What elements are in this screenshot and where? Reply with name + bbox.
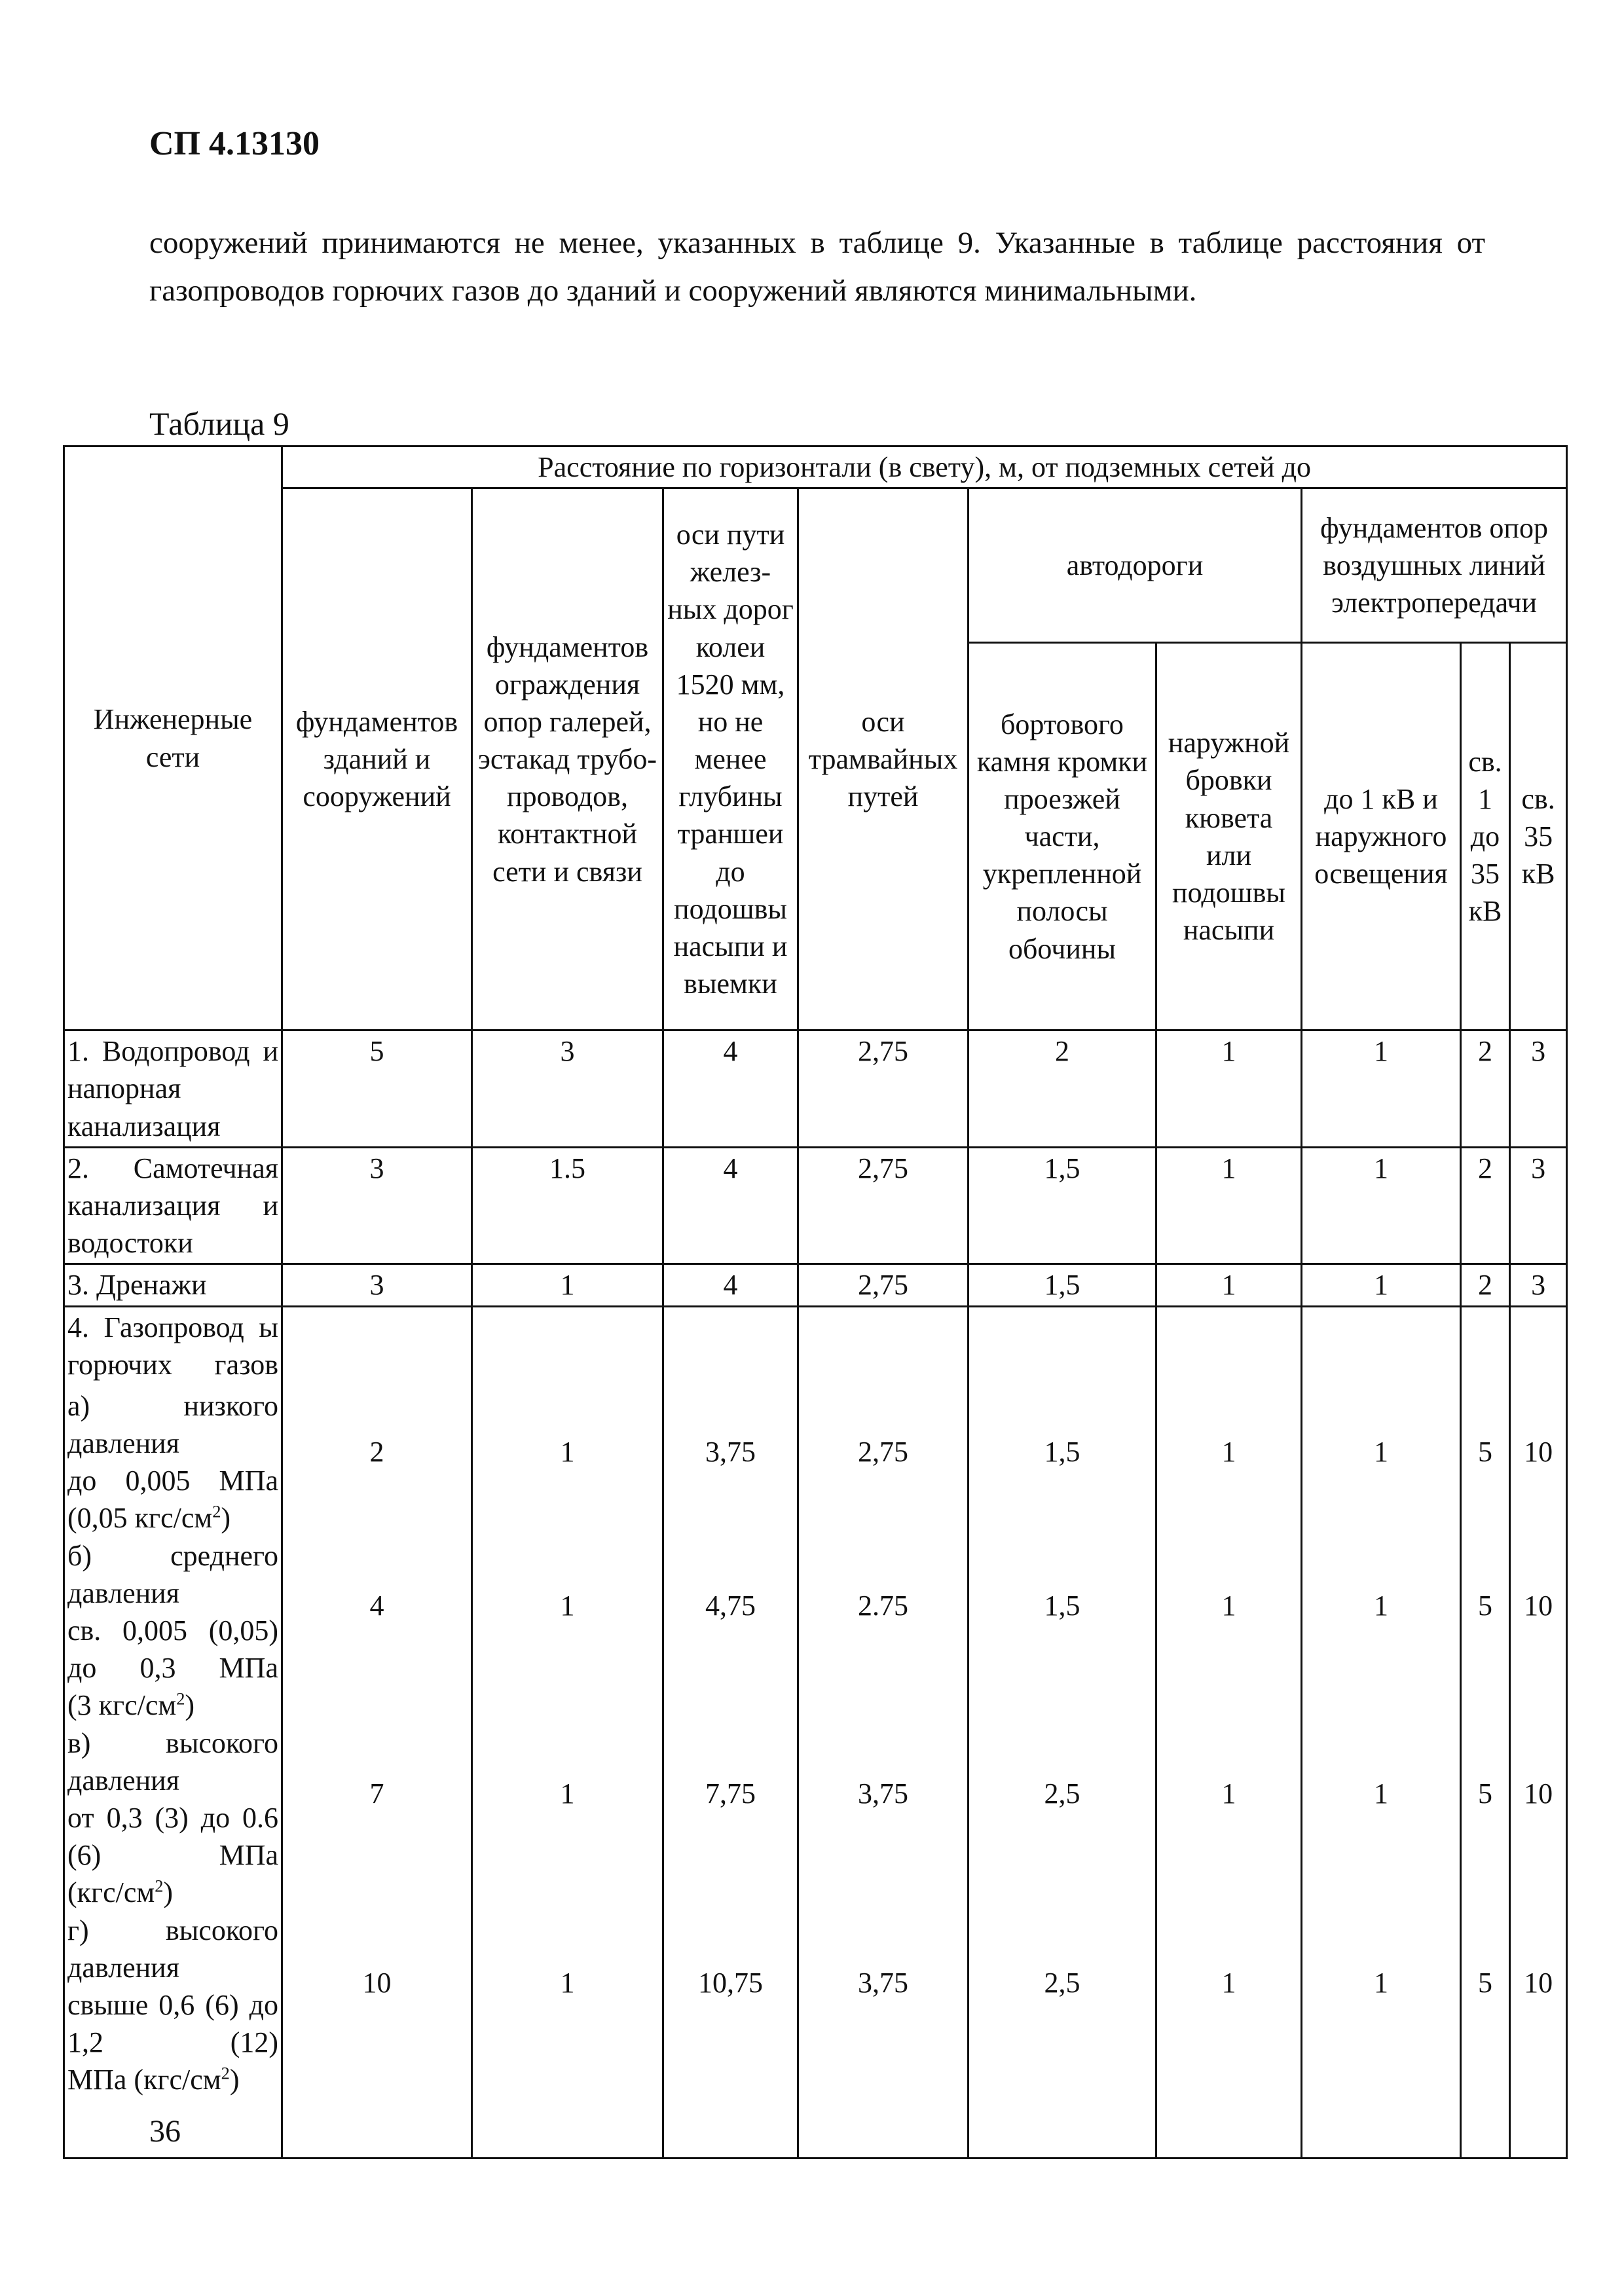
cell: 2 xyxy=(1461,1264,1510,1306)
cell: 4 xyxy=(663,1147,798,1264)
cell: 3 xyxy=(472,1030,663,1148)
cell: 2 xyxy=(1461,1030,1510,1148)
cell: 1 xyxy=(1302,1147,1461,1264)
document-code: СП 4.13130 xyxy=(149,125,320,162)
header-fences: фундаментов ограждения опор галерей, эстакад трубо- проводов, контактной сети и связи xyxy=(472,488,663,1030)
gas-values-col: 2,75 2.75 3,75 3,75 xyxy=(798,1306,969,2159)
cell: 3 xyxy=(1510,1147,1567,1264)
header-tram: оси трамвайных путей xyxy=(798,488,969,1030)
cell: 2,75 xyxy=(798,1147,969,1264)
header-power-1kv: до 1 кВ и наружного освещения xyxy=(1302,643,1461,1030)
cell: 1 xyxy=(472,1264,663,1306)
intro-paragraph: сооружений принимаются не менее, указанных в таблице 9. Указанные в таблице расстояния от газопроводов горючих газов до зданий и сооружений являются минимальными. xyxy=(149,226,1485,308)
header-power-35kv: св. 1 до 35 кВ xyxy=(1461,643,1510,1030)
table-title: Таблица 9 xyxy=(149,405,289,442)
gas-values-col: 3,75 4,75 7,75 10,75 xyxy=(663,1306,798,2159)
row-name: 2. Самотечная канализация и водостоки xyxy=(64,1147,282,1264)
cell: 1.5 xyxy=(472,1147,663,1264)
header-distance: Расстояние по горизонтали (в свету), м, от подземных сетей до xyxy=(282,446,1567,488)
cell: 3 xyxy=(282,1264,472,1306)
row-name-gas: 4. Газопровод ы горючих газов а) низкого давления до 0,005 МПа (0,05 кгс/$см^2$) б) среднего давления св. 0,005 (0,05) до 0,3 МПа (3 кгс/$см^2$) в) высокого давления от 0,3 (3) до 0.6 (6) МПа $(кгс/см^2)$ г) высокого давления свыше 0,6 (6) до 1,2 (12) МПа $(кгс/см^2)$ xyxy=(64,1306,282,2159)
header-power: фундаментов опор воздушных линий электропередачи xyxy=(1302,488,1567,643)
cell: 3 xyxy=(1510,1264,1567,1306)
gas-values-col: 1 1 1 1 xyxy=(1156,1306,1302,2159)
cell: 2 xyxy=(1461,1147,1510,1264)
row-name: 1. Водопровод и напорная канализация xyxy=(64,1030,282,1148)
cell: 1 xyxy=(1302,1030,1461,1148)
cell: 3 xyxy=(1510,1030,1567,1148)
cell: 1 xyxy=(1156,1264,1302,1306)
cell: 4 xyxy=(663,1264,798,1306)
gas-values-col: 5 5 5 5 xyxy=(1461,1306,1510,2159)
gas-values-col: 2 4 7 10 xyxy=(282,1306,472,2159)
cell: 2,75 xyxy=(798,1030,969,1148)
cell: 1,5 xyxy=(969,1264,1156,1306)
gas-values-col: 1 1 1 1 xyxy=(472,1306,663,2159)
header-buildings: фундаментов зданий и сооружений xyxy=(282,488,472,1030)
distances-table xyxy=(63,445,1568,2159)
page-number: 36 xyxy=(149,2114,181,2149)
header-road-curb: бортового камня кромки проезжей части, укрепленной полосы обочины xyxy=(969,643,1156,1030)
cell: 1,5 xyxy=(969,1147,1156,1264)
cell: 3 xyxy=(282,1147,472,1264)
cell: 1 xyxy=(1156,1147,1302,1264)
header-road-ditch: наружной бровки кювета или подошвы насыпи xyxy=(1156,643,1302,1030)
cell: 1 xyxy=(1156,1030,1302,1148)
header-railway: оси пути желез- ных дорог колеи 1520 мм, но не менее глубины траншеи до подошвы насыпи и выемки xyxy=(663,488,798,1030)
gas-values-col: 1,5 1,5 2,5 2,5 xyxy=(969,1306,1156,2159)
cell: 1 xyxy=(1302,1264,1461,1306)
header-power-over35: св. 35 кВ xyxy=(1510,643,1567,1030)
row-name: 3. Дренажи xyxy=(64,1264,282,1306)
cell: 2,75 xyxy=(798,1264,969,1306)
header-engineering-networks: Инженерные сети xyxy=(64,446,282,1030)
cell: 2 xyxy=(969,1030,1156,1148)
gas-values-col: 1 1 1 1 xyxy=(1302,1306,1461,2159)
header-roads: автодороги xyxy=(969,488,1302,643)
cell: 5 xyxy=(282,1030,472,1148)
gas-values-col: 10 10 10 10 xyxy=(1510,1306,1567,2159)
cell: 4 xyxy=(663,1030,798,1148)
